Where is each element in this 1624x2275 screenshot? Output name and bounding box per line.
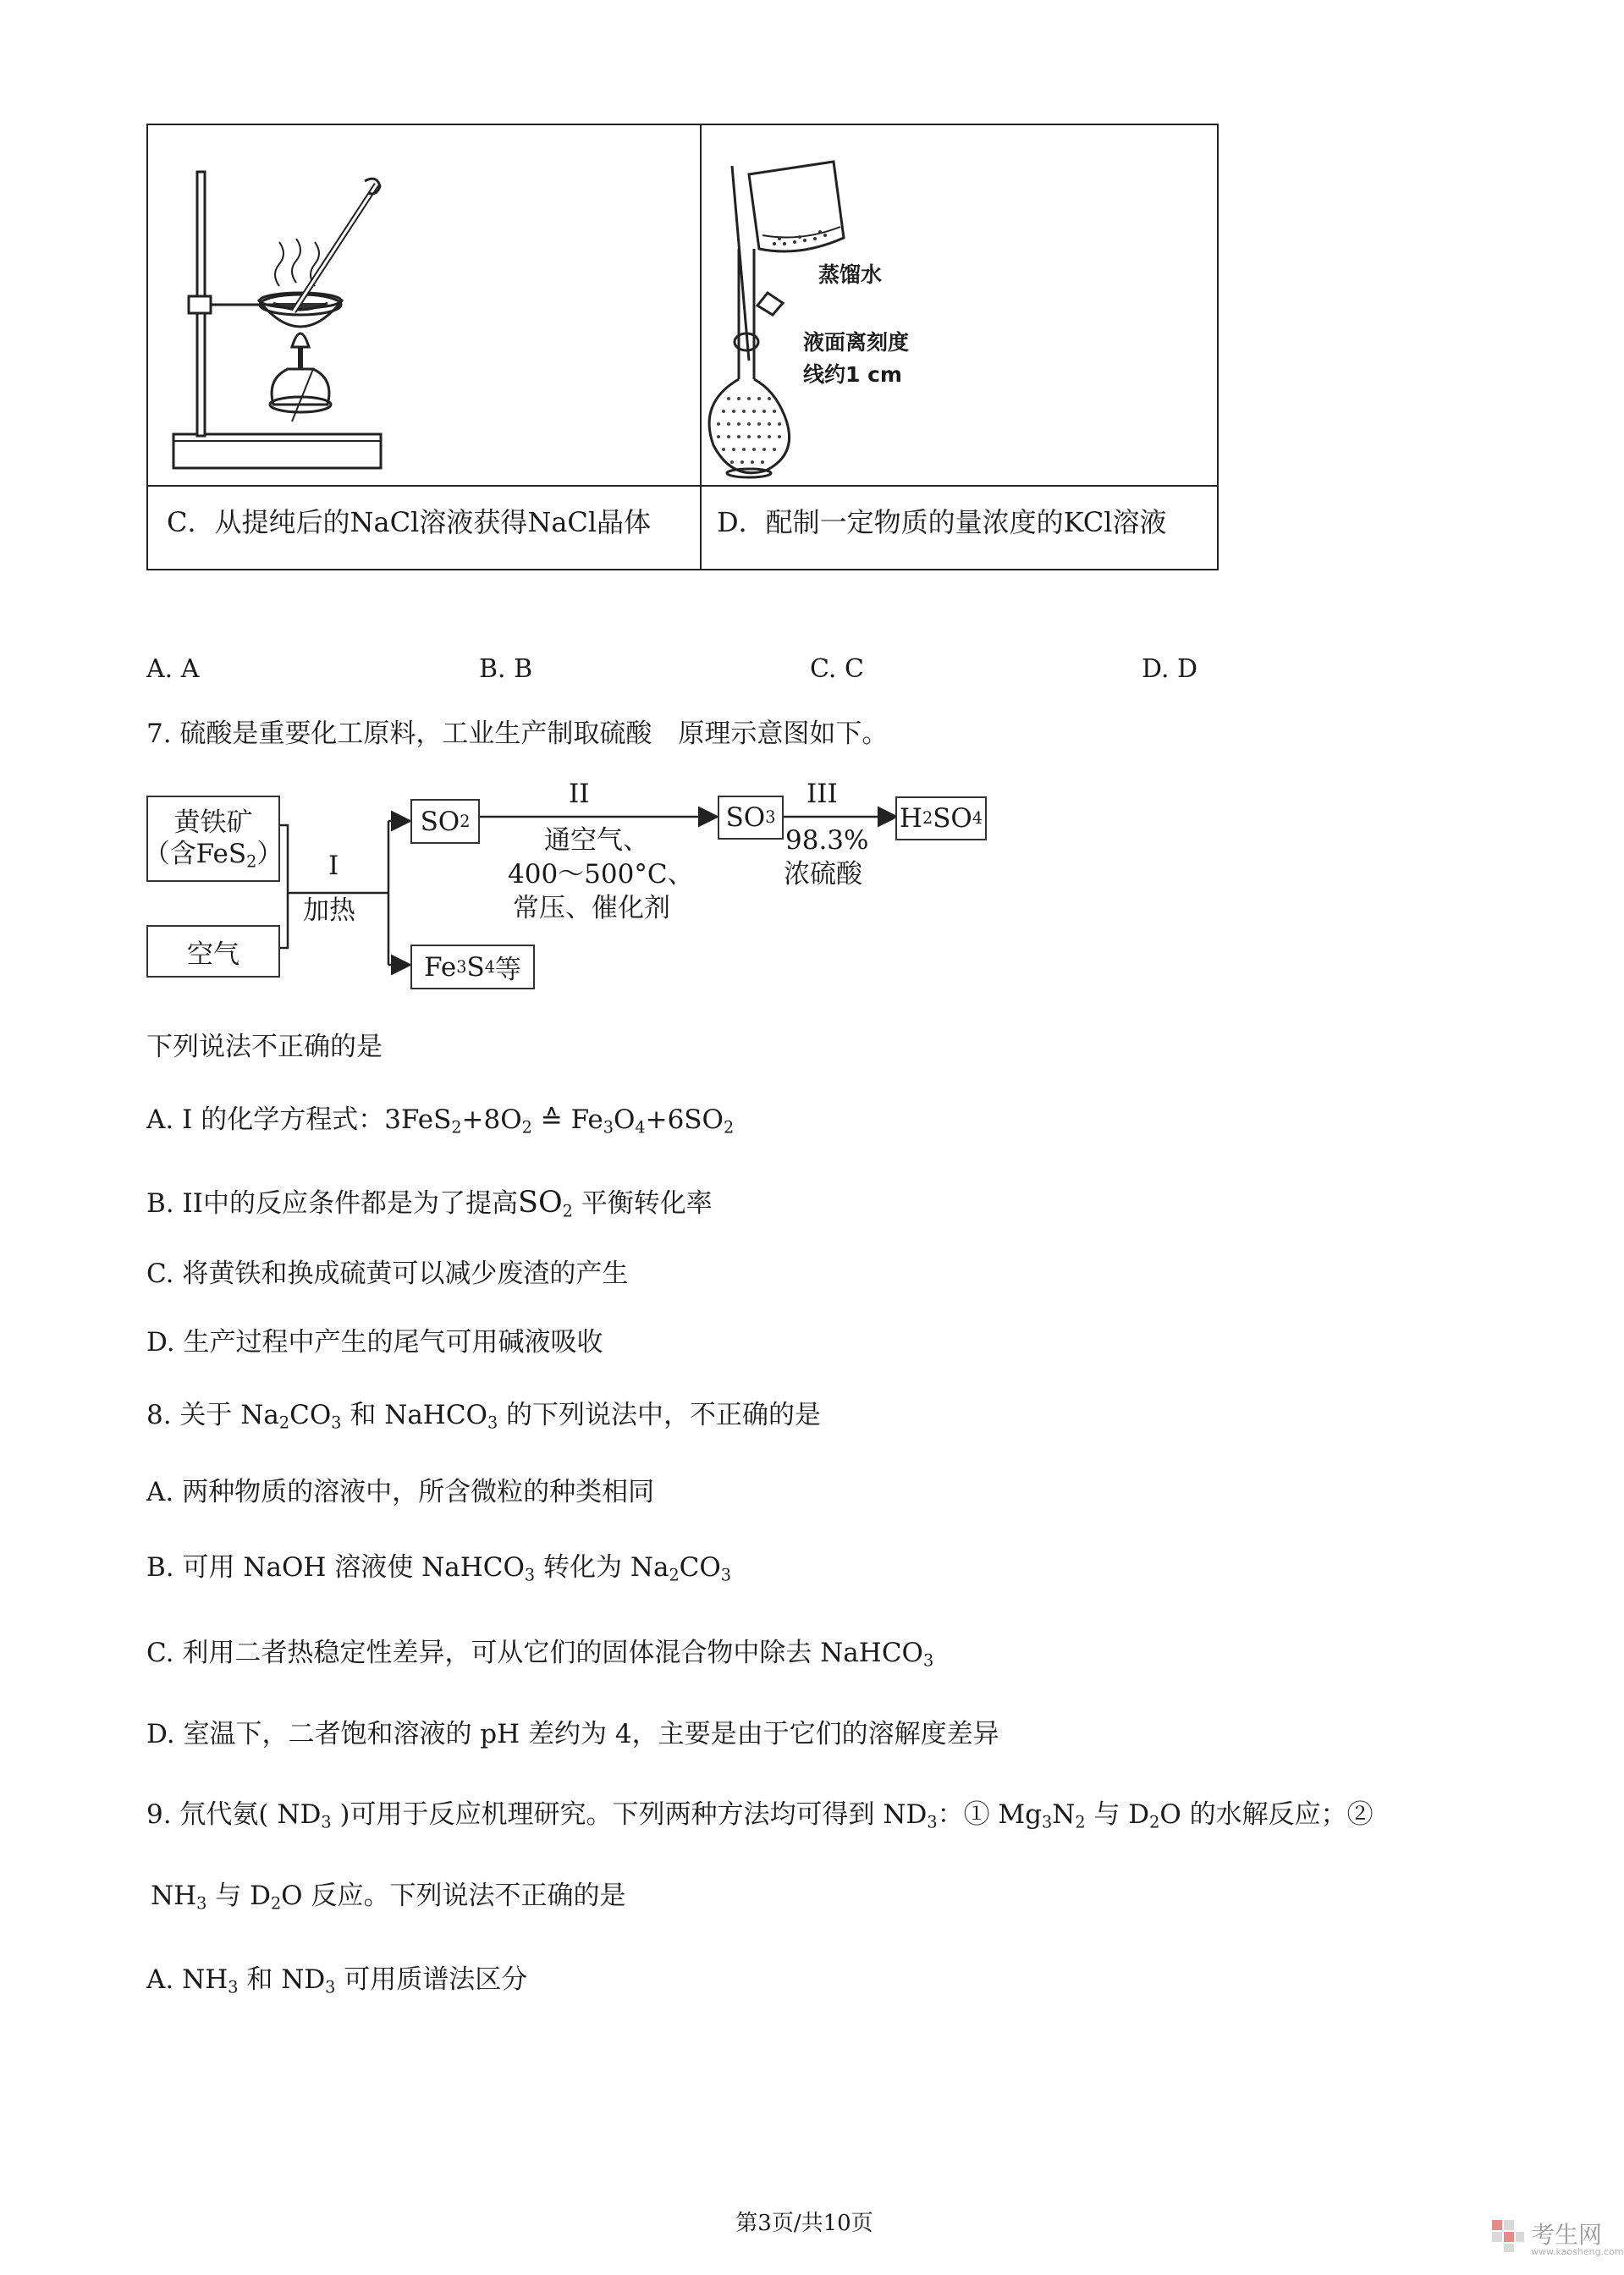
- step1-condition: 加热: [303, 895, 355, 926]
- box-pyrite: 黄铁矿 （含FeS$_2$）: [146, 796, 280, 882]
- box-air: 空气: [146, 925, 280, 978]
- q7-stem: 7. 硫酸是重要化工原料，工业生产制取硫酸 原理示意图如下。: [146, 719, 889, 749]
- watermark-url: www.kaosheng.com: [1531, 2246, 1624, 2257]
- q6-option-d: D. D: [1142, 654, 1198, 684]
- q9-option-a: A. $NH_3$ 和 $ND_3$ 可用质谱法区分: [146, 1964, 528, 1997]
- step2-label: II: [569, 779, 590, 809]
- q6-option-a: A. A: [146, 654, 200, 684]
- q8-option-a: A. 两种物质的溶液中，所含微粒的种类相同: [146, 1477, 655, 1507]
- step3-label: III: [806, 779, 838, 809]
- q8-option-c: C. 利用二者热稳定性差异，可从它们的固体混合物中除去 NaHCO$_3$: [146, 1638, 934, 1671]
- caption-option-d: D．配制一定物质的量浓度的KCl溶液: [717, 506, 1167, 538]
- step1-label: I: [328, 851, 339, 881]
- q9-stem-line1: 9. 氘代氨( $ND_3$ )可用于反应机理研究。下列两种方法均可得到 $ND_3$：① $Mg_3N_2$ 与 $D_2O$ 的水解反应；②: [146, 1799, 1374, 1832]
- box-so3: SO 3: [718, 796, 784, 840]
- page-number: 第3页/共10页: [735, 2211, 873, 2236]
- watermark-logo-icon: [1490, 2218, 1526, 2254]
- q8-stem: 8. 关于 $Na_2CO_3$ 和 NaHCO$_3$ 的下列说法中，不正确的是: [146, 1400, 822, 1433]
- box-so2: SO 2: [410, 799, 480, 844]
- q6-option-c: C. C: [810, 654, 864, 684]
- q8-option-d: D. 室温下，二者饱和溶液的 pH 差约为 4，主要是由于它们的溶解度差异: [146, 1719, 999, 1749]
- q7-option-d: D. 生产过程中产生的尾气可用碱液吸收: [146, 1327, 603, 1358]
- q9-stem-line2: $NH_3$ 与 $D_2O$ 反应。下列说法不正确的是: [151, 1881, 626, 1914]
- step2-condition-2: 400～500°C、: [508, 859, 694, 890]
- watermark: [1490, 2215, 1624, 2266]
- q8-option-b: B. 可用 NaOH 溶液使 NaHCO$_3$ 转化为 $Na_2CO_3$: [146, 1552, 732, 1585]
- step3-condition-2: 浓硫酸: [784, 859, 862, 890]
- box-fe3s4: Fe 3 S 4 等: [410, 945, 535, 989]
- label-liquid-level-line1: 液面离刻度: [803, 330, 910, 355]
- label-liquid-level-line2: 线约1 cm: [803, 362, 902, 387]
- q7-option-b: B. II中的反应条件都是为了提高$SO_2$ 平衡转化率: [146, 1186, 713, 1221]
- q7-option-c: C. 将黄铁和换成硫黄可以减少废渣的产生: [146, 1259, 629, 1289]
- caption-option-c: C．从提纯后的NaCl溶液获得NaCl晶体: [167, 506, 652, 538]
- step2-condition-1: 通空气、: [544, 825, 649, 856]
- q6-option-b: B. B: [479, 654, 533, 684]
- q7-ask: 下列说法不正确的是: [146, 1032, 383, 1062]
- box-h2so4: H 2 SO 4: [895, 796, 987, 840]
- step3-condition-1: 98.3%: [785, 825, 869, 856]
- watermark-name: 考生网: [1531, 2221, 1603, 2249]
- label-distilled-water: 蒸馏水: [818, 262, 883, 287]
- q7-option-a: A. I 的化学方程式：$3FeS_2+8O_2$ ≙ $Fe_3O_4+6SO_2$: [146, 1104, 735, 1138]
- step2-condition-3: 常压、催化剂: [513, 893, 670, 923]
